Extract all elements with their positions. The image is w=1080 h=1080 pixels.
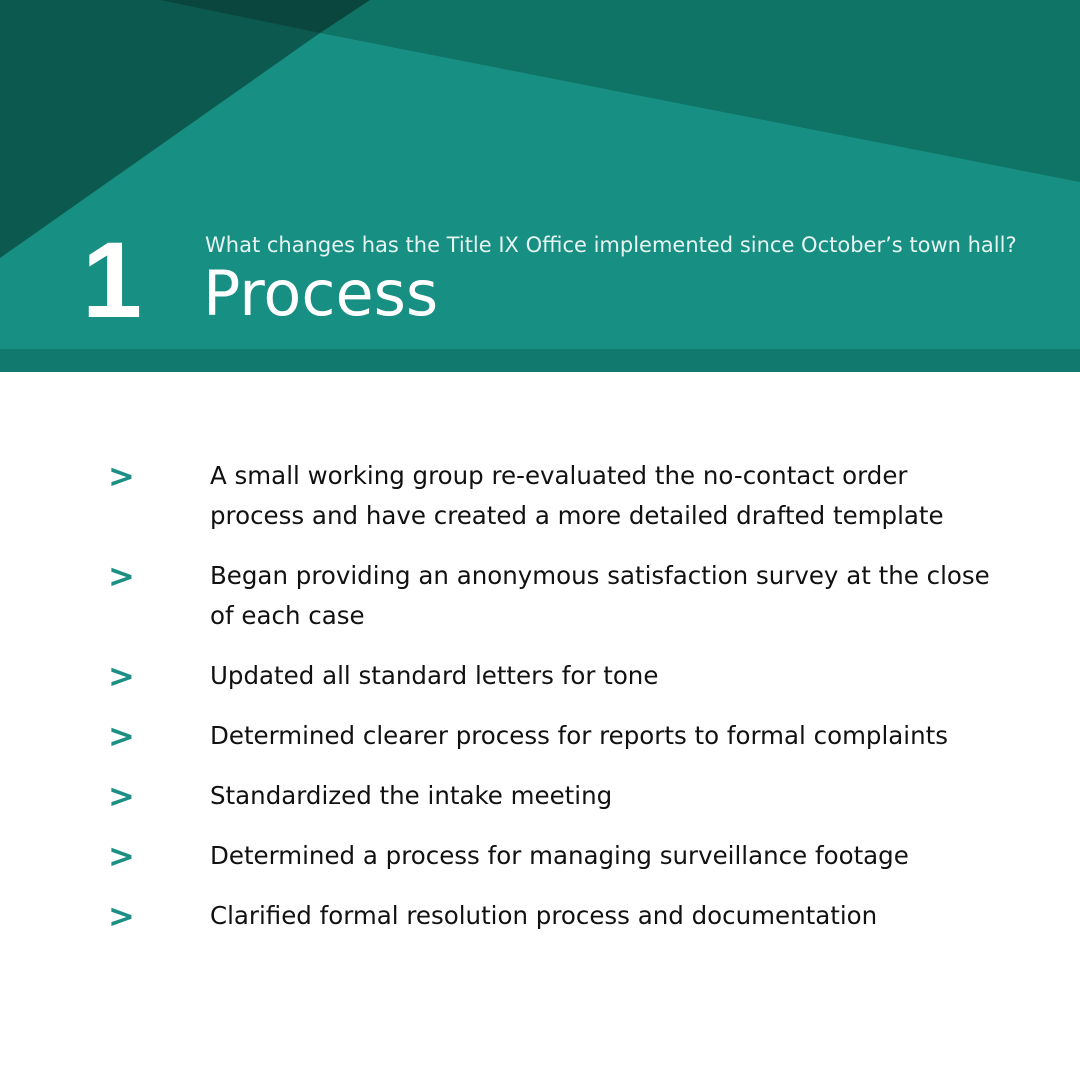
list-item: [0, 656, 1080, 696]
list-item: [0, 456, 1080, 536]
header-background-shapes: [0, 0, 1080, 372]
slide-number: 1: [82, 219, 143, 340]
list-item: [0, 896, 1080, 936]
list-item: [0, 716, 1080, 756]
list-item: [0, 776, 1080, 816]
chevron-right-icon: >: [108, 837, 135, 875]
list-item: [0, 836, 1080, 876]
header-subtitle: What changes has the Title IX Office implemented since October’s town hall?: [205, 233, 1017, 257]
changes-list: [0, 456, 1080, 956]
page-title: Process: [203, 257, 439, 330]
list-item-text: Clarified formal resolution process and documentation: [210, 901, 878, 930]
chevron-right-icon: >: [108, 657, 135, 695]
list-item-text: A small working group re-evaluated the no-contact order process and have created a more detailed drafted template: [210, 461, 944, 530]
list-item-text: Standardized the intake meeting: [210, 781, 613, 810]
chevron-right-icon: >: [108, 717, 135, 755]
chevron-right-icon: >: [108, 557, 135, 595]
list-item: [0, 556, 1080, 636]
chevron-right-icon: >: [108, 777, 135, 815]
list-item-text: Began providing an anonymous satisfaction survey at the close of each case: [210, 561, 990, 630]
header-banner: [0, 0, 1080, 372]
chevron-right-icon: >: [108, 457, 135, 495]
list-item-text: Updated all standard letters for tone: [210, 661, 659, 690]
list-item-text: Determined a process for managing surveillance footage: [210, 841, 909, 870]
chevron-right-icon: >: [108, 897, 135, 935]
header-bottom-strip: [0, 349, 1080, 372]
list-item-text: Determined clearer process for reports to formal complaints: [210, 721, 949, 750]
